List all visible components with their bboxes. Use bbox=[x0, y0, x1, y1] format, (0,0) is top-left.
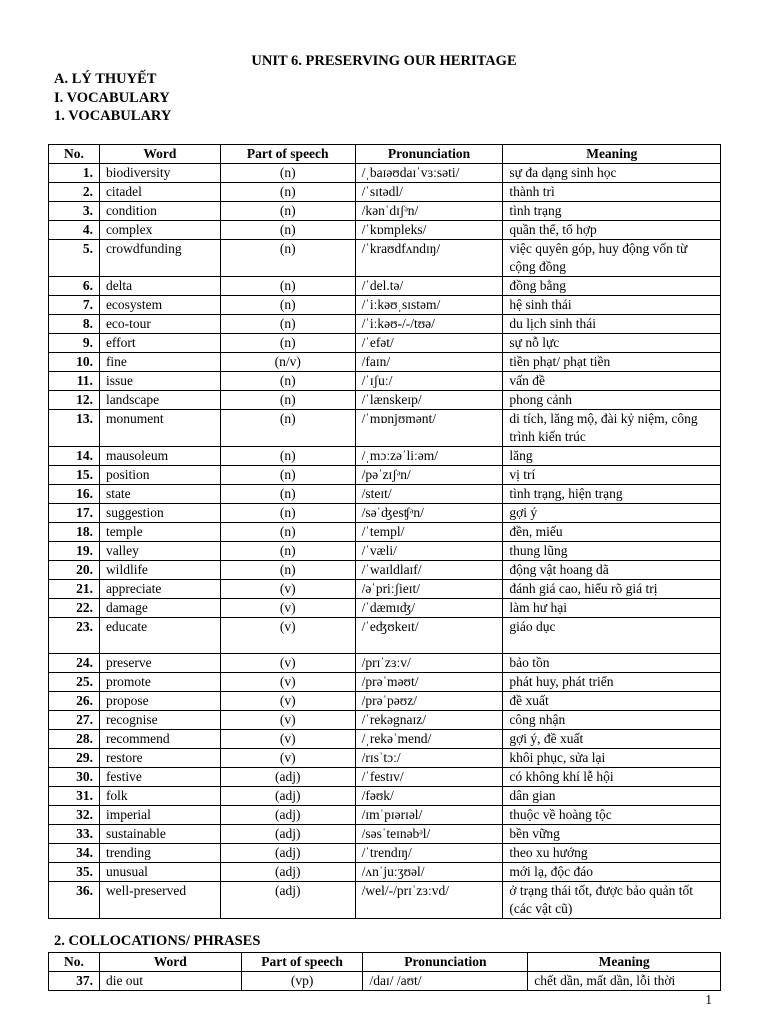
cell-no: 4. bbox=[49, 221, 100, 240]
cell-pronunciation: /steɪt/ bbox=[355, 485, 503, 504]
table-row bbox=[49, 410, 721, 447]
cell-no: 11. bbox=[49, 372, 100, 391]
cell-meaning: di tích, lăng mộ, đài kỷ niệm, công trình kiến trúc bbox=[503, 410, 721, 447]
cell-meaning: quần thể, tổ hợp bbox=[503, 221, 721, 240]
cell-meaning: gợi ý, đề xuất bbox=[503, 730, 721, 749]
cell-pronunciation: /səsˈteɪnəbᵊl/ bbox=[355, 825, 503, 844]
cell-part-of-speech: (n) bbox=[220, 485, 355, 504]
cell-meaning: sự đa dạng sinh học bbox=[503, 164, 721, 183]
cell-no: 29. bbox=[49, 749, 100, 768]
cell-word: valley bbox=[99, 542, 220, 561]
table-row bbox=[49, 749, 721, 768]
cell-part-of-speech: (v) bbox=[220, 673, 355, 692]
cell-part-of-speech: (v) bbox=[220, 692, 355, 711]
subsection-heading-collocations: 2. COLLOCATIONS/ PHRASES bbox=[54, 933, 261, 949]
header-no: No. bbox=[49, 953, 100, 972]
cell-pronunciation: /ˈmɒnjʊmənt/ bbox=[355, 410, 503, 447]
cell-meaning: thành trì bbox=[503, 183, 721, 202]
cell-no: 1. bbox=[49, 164, 100, 183]
table-row bbox=[49, 277, 721, 296]
vocabulary-table bbox=[48, 144, 721, 919]
cell-word: sustainable bbox=[99, 825, 220, 844]
table-row bbox=[49, 315, 721, 334]
cell-no: 36. bbox=[49, 882, 100, 919]
cell-word: preserve bbox=[99, 654, 220, 673]
cell-meaning: theo xu hướng bbox=[503, 844, 721, 863]
cell-no: 35. bbox=[49, 863, 100, 882]
cell-meaning: vấn đề bbox=[503, 372, 721, 391]
cell-word: folk bbox=[99, 787, 220, 806]
header-word: Word bbox=[99, 953, 241, 972]
cell-part-of-speech: (v) bbox=[220, 749, 355, 768]
cell-meaning: tình trạng bbox=[503, 202, 721, 221]
table-row bbox=[49, 580, 721, 599]
cell-meaning: giáo dục bbox=[503, 618, 721, 654]
cell-no: 26. bbox=[49, 692, 100, 711]
cell-pronunciation: /ˈtempl/ bbox=[355, 523, 503, 542]
cell-no: 20. bbox=[49, 561, 100, 580]
cell-no: 12. bbox=[49, 391, 100, 410]
cell-pronunciation: /ˈtrendɪŋ/ bbox=[355, 844, 503, 863]
header-no: No. bbox=[49, 145, 100, 164]
table-row bbox=[49, 806, 721, 825]
cell-no: 28. bbox=[49, 730, 100, 749]
cell-no: 16. bbox=[49, 485, 100, 504]
cell-pronunciation: /ˌbaɪəʊdaɪˈvɜːsəti/ bbox=[355, 164, 503, 183]
cell-part-of-speech: (v) bbox=[220, 654, 355, 673]
cell-part-of-speech: (n) bbox=[220, 391, 355, 410]
cell-word: unusual bbox=[99, 863, 220, 882]
cell-no: 34. bbox=[49, 844, 100, 863]
table-row bbox=[49, 542, 721, 561]
table-row bbox=[49, 296, 721, 315]
table-row bbox=[49, 673, 721, 692]
header-pronunciation: Pronunciation bbox=[355, 145, 503, 164]
cell-word: complex bbox=[99, 221, 220, 240]
cell-pronunciation: /ˈeʤʊkeɪt/ bbox=[355, 618, 503, 654]
cell-no: 9. bbox=[49, 334, 100, 353]
cell-meaning: động vật hoang dã bbox=[503, 561, 721, 580]
cell-meaning: phong cảnh bbox=[503, 391, 721, 410]
cell-part-of-speech: (adj) bbox=[220, 787, 355, 806]
cell-no: 37. bbox=[49, 972, 100, 991]
cell-word: suggestion bbox=[99, 504, 220, 523]
table-row bbox=[49, 825, 721, 844]
cell-no: 10. bbox=[49, 353, 100, 372]
cell-pronunciation: /ˌrekəˈmend/ bbox=[355, 730, 503, 749]
cell-part-of-speech: (n) bbox=[220, 221, 355, 240]
cell-part-of-speech: (n) bbox=[220, 240, 355, 277]
cell-pronunciation: /ˈdel.tə/ bbox=[355, 277, 503, 296]
cell-no: 24. bbox=[49, 654, 100, 673]
cell-part-of-speech: (v) bbox=[220, 730, 355, 749]
table-row bbox=[49, 711, 721, 730]
table-row bbox=[49, 164, 721, 183]
cell-part-of-speech: (n) bbox=[220, 447, 355, 466]
cell-part-of-speech: (v) bbox=[220, 618, 355, 654]
cell-no: 25. bbox=[49, 673, 100, 692]
cell-no: 33. bbox=[49, 825, 100, 844]
cell-part-of-speech: (v) bbox=[220, 711, 355, 730]
cell-meaning: thung lũng bbox=[503, 542, 721, 561]
table-row bbox=[49, 768, 721, 787]
table-header-row bbox=[49, 145, 721, 164]
cell-no: 19. bbox=[49, 542, 100, 561]
cell-word: promote bbox=[99, 673, 220, 692]
cell-word: landscape bbox=[99, 391, 220, 410]
cell-part-of-speech: (n) bbox=[220, 504, 355, 523]
cell-part-of-speech: (n) bbox=[220, 277, 355, 296]
cell-meaning: bảo tồn bbox=[503, 654, 721, 673]
cell-part-of-speech: (n) bbox=[220, 466, 355, 485]
cell-word: educate bbox=[99, 618, 220, 654]
table-row bbox=[49, 372, 721, 391]
cell-part-of-speech: (n) bbox=[220, 410, 355, 447]
cell-part-of-speech: (n) bbox=[220, 334, 355, 353]
cell-pronunciation: /ˈefət/ bbox=[355, 334, 503, 353]
cell-word: ecosystem bbox=[99, 296, 220, 315]
cell-meaning: sự nỗ lực bbox=[503, 334, 721, 353]
cell-no: 31. bbox=[49, 787, 100, 806]
section-heading-theory: A. LÝ THUYẾT bbox=[54, 71, 157, 87]
cell-word: monument bbox=[99, 410, 220, 447]
cell-pronunciation: /daɪ/ /aʊt/ bbox=[363, 972, 528, 991]
cell-pronunciation: /ˈvæli/ bbox=[355, 542, 503, 561]
cell-part-of-speech: (n) bbox=[220, 202, 355, 221]
cell-pronunciation: /ˈdæmɪʤ/ bbox=[355, 599, 503, 618]
cell-no: 27. bbox=[49, 711, 100, 730]
table-row bbox=[49, 391, 721, 410]
cell-meaning: có không khí lễ hội bbox=[503, 768, 721, 787]
cell-meaning: đồng bằng bbox=[503, 277, 721, 296]
cell-pronunciation: /ˌmɔːzəˈliːəm/ bbox=[355, 447, 503, 466]
cell-part-of-speech: (adj) bbox=[220, 882, 355, 919]
cell-no: 15. bbox=[49, 466, 100, 485]
table-row bbox=[49, 447, 721, 466]
cell-word: eco-tour bbox=[99, 315, 220, 334]
table-row bbox=[49, 844, 721, 863]
cell-no: 30. bbox=[49, 768, 100, 787]
table-row bbox=[49, 882, 721, 919]
table-row bbox=[49, 183, 721, 202]
cell-part-of-speech: (n) bbox=[220, 183, 355, 202]
cell-word: die out bbox=[99, 972, 241, 991]
cell-word: recommend bbox=[99, 730, 220, 749]
cell-no: 14. bbox=[49, 447, 100, 466]
section-heading-vocabulary: I. VOCABULARY bbox=[54, 90, 170, 106]
cell-word: festive bbox=[99, 768, 220, 787]
table-row bbox=[49, 240, 721, 277]
table-row bbox=[49, 485, 721, 504]
cell-pronunciation: /prəˈpəʊz/ bbox=[355, 692, 503, 711]
cell-meaning: hệ sinh thái bbox=[503, 296, 721, 315]
header-part-of-speech: Part of speech bbox=[220, 145, 355, 164]
table-header-row bbox=[49, 953, 721, 972]
cell-meaning: lăng bbox=[503, 447, 721, 466]
cell-word: trending bbox=[99, 844, 220, 863]
cell-meaning: đền, miếu bbox=[503, 523, 721, 542]
cell-pronunciation: /ˈiːkəʊ-/-/tʊə/ bbox=[355, 315, 503, 334]
cell-pronunciation: /əˈpriːʃieɪt/ bbox=[355, 580, 503, 599]
cell-pronunciation: /ɪmˈpɪərɪəl/ bbox=[355, 806, 503, 825]
cell-word: temple bbox=[99, 523, 220, 542]
cell-word: restore bbox=[99, 749, 220, 768]
table-row bbox=[49, 618, 721, 654]
cell-part-of-speech: (v) bbox=[220, 599, 355, 618]
table-row bbox=[49, 334, 721, 353]
cell-pronunciation: /pəˈzɪʃᵊn/ bbox=[355, 466, 503, 485]
cell-pronunciation: /kənˈdɪʃᵊn/ bbox=[355, 202, 503, 221]
cell-meaning: gợi ý bbox=[503, 504, 721, 523]
cell-part-of-speech: (n) bbox=[220, 523, 355, 542]
cell-meaning: thuộc về hoàng tộc bbox=[503, 806, 721, 825]
cell-word: mausoleum bbox=[99, 447, 220, 466]
cell-no: 6. bbox=[49, 277, 100, 296]
table-row bbox=[49, 730, 721, 749]
cell-no: 5. bbox=[49, 240, 100, 277]
cell-word: state bbox=[99, 485, 220, 504]
cell-word: imperial bbox=[99, 806, 220, 825]
cell-meaning: khôi phục, sửa lại bbox=[503, 749, 721, 768]
cell-word: recognise bbox=[99, 711, 220, 730]
table-row bbox=[49, 221, 721, 240]
table-row bbox=[49, 353, 721, 372]
table-row bbox=[49, 466, 721, 485]
cell-word: citadel bbox=[99, 183, 220, 202]
cell-word: propose bbox=[99, 692, 220, 711]
cell-pronunciation: /ˈfestɪv/ bbox=[355, 768, 503, 787]
cell-no: 18. bbox=[49, 523, 100, 542]
cell-part-of-speech: (adj) bbox=[220, 863, 355, 882]
cell-part-of-speech: (n) bbox=[220, 372, 355, 391]
cell-pronunciation: /rɪsˈtɔː/ bbox=[355, 749, 503, 768]
cell-meaning: việc quyên góp, huy động vốn từ cộng đồng bbox=[503, 240, 721, 277]
header-meaning: Meaning bbox=[503, 145, 721, 164]
cell-no: 22. bbox=[49, 599, 100, 618]
cell-word: damage bbox=[99, 599, 220, 618]
cell-part-of-speech: (n) bbox=[220, 164, 355, 183]
cell-pronunciation: /ˈkɒmpleks/ bbox=[355, 221, 503, 240]
cell-part-of-speech: (vp) bbox=[241, 972, 363, 991]
cell-pronunciation: /ˈiːkəʊˌsɪstəm/ bbox=[355, 296, 503, 315]
cell-meaning: tiền phạt/ phạt tiền bbox=[503, 353, 721, 372]
cell-no: 13. bbox=[49, 410, 100, 447]
cell-no: 8. bbox=[49, 315, 100, 334]
cell-word: fine bbox=[99, 353, 220, 372]
table-row bbox=[49, 787, 721, 806]
cell-pronunciation: /ˈlænskeɪp/ bbox=[355, 391, 503, 410]
table-row bbox=[49, 863, 721, 882]
table-row bbox=[49, 504, 721, 523]
cell-no: 17. bbox=[49, 504, 100, 523]
table-row bbox=[49, 202, 721, 221]
cell-pronunciation: /səˈʤesʧᵊn/ bbox=[355, 504, 503, 523]
cell-pronunciation: /wel/-/prɪˈzɜːvd/ bbox=[355, 882, 503, 919]
cell-meaning: phát huy, phát triển bbox=[503, 673, 721, 692]
cell-meaning: chết dần, mất dần, lỗi thời bbox=[528, 972, 721, 991]
cell-no: 32. bbox=[49, 806, 100, 825]
table-row bbox=[49, 654, 721, 673]
cell-part-of-speech: (adj) bbox=[220, 825, 355, 844]
cell-part-of-speech: (n/v) bbox=[220, 353, 355, 372]
table-row bbox=[49, 561, 721, 580]
cell-pronunciation: /faɪn/ bbox=[355, 353, 503, 372]
cell-pronunciation: /ʌnˈjuːʒʊəl/ bbox=[355, 863, 503, 882]
table-row bbox=[49, 692, 721, 711]
cell-pronunciation: /ˈrekəgnaɪz/ bbox=[355, 711, 503, 730]
cell-word: appreciate bbox=[99, 580, 220, 599]
header-pronunciation: Pronunciation bbox=[363, 953, 528, 972]
cell-no: 23. bbox=[49, 618, 100, 654]
cell-part-of-speech: (n) bbox=[220, 315, 355, 334]
header-part-of-speech: Part of speech bbox=[241, 953, 363, 972]
cell-meaning: đề xuất bbox=[503, 692, 721, 711]
cell-meaning: vị trí bbox=[503, 466, 721, 485]
header-meaning: Meaning bbox=[528, 953, 721, 972]
cell-part-of-speech: (n) bbox=[220, 542, 355, 561]
cell-part-of-speech: (n) bbox=[220, 296, 355, 315]
cell-meaning: công nhận bbox=[503, 711, 721, 730]
cell-meaning: đánh giá cao, hiểu rõ giá trị bbox=[503, 580, 721, 599]
cell-meaning: ở trạng thái tốt, được bảo quản tốt (các vật cũ) bbox=[503, 882, 721, 919]
header-word: Word bbox=[99, 145, 220, 164]
cell-pronunciation: /ˈsɪtədl/ bbox=[355, 183, 503, 202]
cell-word: effort bbox=[99, 334, 220, 353]
cell-no: 2. bbox=[49, 183, 100, 202]
cell-meaning: dân gian bbox=[503, 787, 721, 806]
cell-no: 7. bbox=[49, 296, 100, 315]
cell-word: crowdfunding bbox=[99, 240, 220, 277]
cell-pronunciation: /ˈkraʊdfʌndɪŋ/ bbox=[355, 240, 503, 277]
cell-word: wildlife bbox=[99, 561, 220, 580]
cell-word: well-preserved bbox=[99, 882, 220, 919]
cell-meaning: du lịch sinh thái bbox=[503, 315, 721, 334]
page-number: 1 bbox=[705, 992, 712, 1007]
cell-word: delta bbox=[99, 277, 220, 296]
cell-pronunciation: /ˈɪʃuː/ bbox=[355, 372, 503, 391]
cell-no: 3. bbox=[49, 202, 100, 221]
cell-meaning: bền vững bbox=[503, 825, 721, 844]
cell-pronunciation: /prəˈməʊt/ bbox=[355, 673, 503, 692]
document-title: UNIT 6. PRESERVING OUR HERITAGE bbox=[251, 53, 517, 69]
subsection-heading-vocabulary: 1. VOCABULARY bbox=[54, 108, 172, 124]
cell-part-of-speech: (v) bbox=[220, 580, 355, 599]
table-row bbox=[49, 523, 721, 542]
table-row bbox=[49, 599, 721, 618]
cell-meaning: làm hư hại bbox=[503, 599, 721, 618]
cell-word: issue bbox=[99, 372, 220, 391]
cell-part-of-speech: (adj) bbox=[220, 844, 355, 863]
cell-pronunciation: /fəʊk/ bbox=[355, 787, 503, 806]
cell-meaning: mới lạ, độc đáo bbox=[503, 863, 721, 882]
table-row bbox=[49, 972, 721, 991]
cell-pronunciation: /ˈwaɪldlaɪf/ bbox=[355, 561, 503, 580]
cell-part-of-speech: (adj) bbox=[220, 768, 355, 787]
cell-part-of-speech: (n) bbox=[220, 561, 355, 580]
cell-pronunciation: /prɪˈzɜːv/ bbox=[355, 654, 503, 673]
cell-word: condition bbox=[99, 202, 220, 221]
cell-part-of-speech: (adj) bbox=[220, 806, 355, 825]
cell-word: position bbox=[99, 466, 220, 485]
collocations-table bbox=[48, 952, 721, 991]
cell-word: biodiversity bbox=[99, 164, 220, 183]
cell-no: 21. bbox=[49, 580, 100, 599]
cell-meaning: tình trạng, hiện trạng bbox=[503, 485, 721, 504]
